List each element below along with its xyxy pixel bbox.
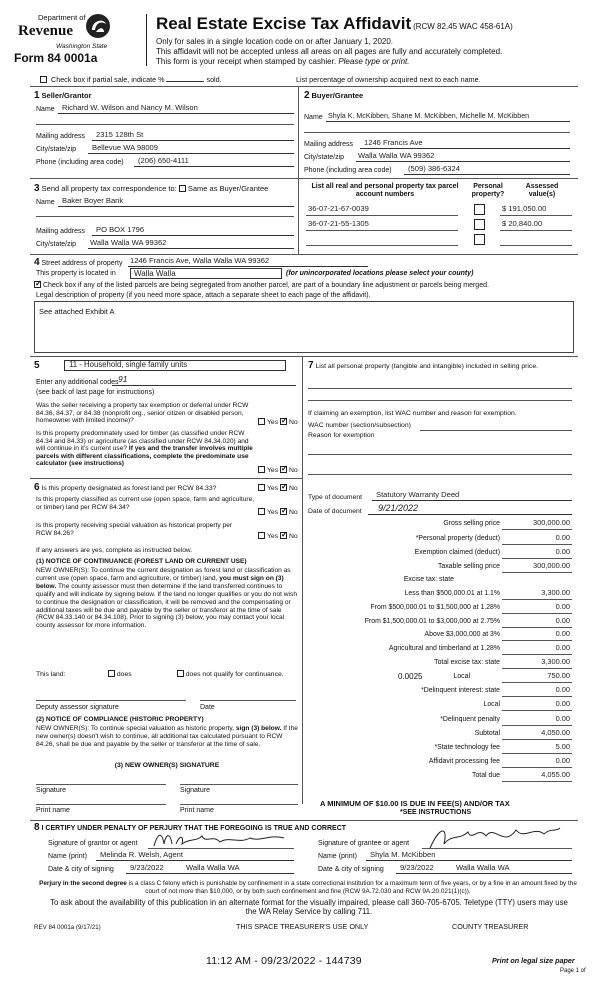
- tax-row-value[interactable]: 0.00: [555, 699, 570, 708]
- sec5-q2-text: Is this property predominately used for timber (as classified under RCW 84.34 and 84.33) or agriculture (as classified under RCW 84.34.020) and will continue in it's current use?: [36, 430, 249, 453]
- grantee-date-label: Date & city of signing: [318, 866, 384, 873]
- no-label: No: [288, 509, 298, 516]
- tax-row-label: Exemption claimed (deduct): [414, 549, 500, 556]
- notice1-b: you must sign on (3) below.: [36, 574, 284, 590]
- doc-type-label: Type of document: [308, 494, 363, 501]
- sec4-legal-label: Legal description of property (if you need more space, attach a separate sheet to each page of the affidavit).: [36, 292, 371, 299]
- rule-top: [30, 86, 578, 87]
- tax-row-label: Subtotal: [474, 730, 500, 737]
- notice2-c: If the new owner(s) doesn't wish to continue, all additional tax calculated pursuant to RCW 84.26, shall be due and payable by the seller or transferor at the time of sale.: [36, 725, 298, 748]
- rev-number: REV 84 0001a (9/17/21): [34, 924, 101, 931]
- forest-no-checkbox[interactable]: [280, 484, 287, 491]
- perjury-notice: [34, 880, 582, 895]
- form-title: Real Estate Excise Tax Affidavit: [156, 14, 412, 33]
- q1-yes-checkbox[interactable]: [258, 418, 265, 425]
- tax-row-label: *Personal property (deduct): [415, 535, 500, 542]
- historic-yes-checkbox[interactable]: [258, 532, 265, 539]
- sec3-mail[interactable]: PO BOX 1796: [96, 225, 145, 234]
- grantor-sig-label: Signature of grantor or agent: [48, 840, 138, 847]
- partial-sale-label: Check box if partial sale, indicate %: [51, 75, 165, 84]
- notice2-title: (2) NOTICE OF COMPLIANCE (HISTORIC PROPERTY): [36, 716, 204, 723]
- tax-row-label: Above $3,000,000 at 3%: [424, 631, 500, 638]
- parcel-row-line: [306, 230, 458, 231]
- sec4-county-value: Walla Walla: [134, 269, 176, 278]
- parcel-value[interactable]: $ 20,840.00: [502, 219, 543, 228]
- dept-of-text: Department of: [38, 13, 86, 22]
- buyer-mail-label: Mailing address: [304, 141, 354, 148]
- parcel-personal-checkbox[interactable]: [474, 219, 485, 230]
- parcel-personal-checkbox[interactable]: [474, 204, 485, 215]
- deputy-date-label: Date: [200, 704, 215, 711]
- tax-row-line: [502, 767, 572, 768]
- tax-row-value[interactable]: 0.00: [555, 756, 570, 765]
- tax-row-line: [502, 613, 572, 614]
- owner-print-line-2: [180, 804, 298, 805]
- header-line-3a: This form is your receipt when stamped by cashier.: [156, 57, 337, 66]
- sec3-extra-line: [36, 216, 294, 217]
- additional-codes-label: Enter any additional codes: [36, 379, 119, 386]
- see-instructions: *SEE INSTRUCTIONS: [400, 809, 472, 816]
- sec3-mail-label: Mailing address: [36, 228, 86, 235]
- grantee-sig-label: Signature of grantee or agent: [318, 840, 410, 847]
- sec6-num: 6: [34, 482, 40, 493]
- sec3-name[interactable]: Baker Boyer Bank: [62, 196, 124, 205]
- tax-row-label: From $1,500,000.01 to $3,000,000 at 2.75%: [364, 618, 500, 625]
- deputy-sig-label: Deputy assessor signature: [36, 704, 119, 711]
- sec5-q2-answers: [258, 466, 298, 475]
- use-code-field[interactable]: [64, 360, 286, 371]
- tax-row-label: *Delinquent penalty: [440, 716, 500, 723]
- grantee-name-label: Name (print): [318, 853, 357, 860]
- tax-row-line: [502, 654, 572, 655]
- sec6-q1-answers: [258, 484, 298, 493]
- seller-heading: [34, 90, 92, 102]
- header-line-2: This affidavit will not be accepted unless all areas on all pages are fully and accurately completed.: [156, 47, 503, 56]
- tax-row-label: Local: [483, 701, 500, 708]
- sec3-label: Send all property tax correspondence to:: [41, 184, 177, 193]
- sec7-text-row: [308, 360, 572, 372]
- no-label: No: [288, 485, 298, 492]
- seller-name-label: Name: [36, 106, 55, 113]
- parcels-header-assessed: Assessed value(s): [525, 183, 559, 199]
- parcels-header-numbers: List all real and personal property tax parcel account numbers: [311, 183, 459, 199]
- parcel-row-line: [306, 215, 458, 216]
- does-label: does: [116, 671, 132, 678]
- seller-name[interactable]: Richard W. Wilson and Nancy M. Wilson: [62, 103, 198, 112]
- receipt-stamp: 11:12 AM - 09/23/2022 - 144739: [206, 955, 362, 967]
- tax-row-value[interactable]: 4,050.00: [541, 728, 570, 737]
- sec6-q1-row: [34, 482, 216, 494]
- grantee-name[interactable]: Shyla M. McKibben: [370, 850, 436, 859]
- header-divider: [146, 14, 147, 66]
- forest-yes-checkbox[interactable]: [258, 484, 265, 491]
- notice1-a: NEW OWNER(S): To continue the current designation as forest land or classification as current use (open space, farm and agriculture, or timber) land,: [36, 567, 291, 582]
- yes-label: Yes: [267, 533, 279, 540]
- q2-yes-checkbox[interactable]: [258, 466, 265, 473]
- tax-row-line: [502, 753, 572, 754]
- sec5-q2-bold: If yes and the transfer involves multiple parcels with different classifications, complete the predominate use calculator (see instructions): [36, 445, 253, 468]
- additional-codes-note: (see back of last page for instructions): [36, 389, 155, 396]
- no-label: No: [288, 467, 298, 474]
- tax-row-value[interactable]: 0.00: [555, 714, 570, 723]
- header-line-3: [156, 57, 409, 66]
- sec4-segregated-row: [34, 281, 489, 290]
- header-line-1: Only for sales in a single location code on or after January 1, 2020.: [156, 37, 394, 46]
- tax-row-label: Local: [453, 673, 470, 680]
- sec4-num: 4: [34, 257, 40, 268]
- tax-row-value[interactable]: 3,300.00: [541, 588, 570, 597]
- parcel-value-line: [500, 230, 572, 231]
- buyer-heading-num: 2: [304, 90, 310, 101]
- sec7-text: List all personal property (tangible and intangible) included in selling price.: [315, 363, 538, 370]
- sec3-heading: [34, 183, 268, 195]
- form-title-row: [156, 14, 513, 34]
- tax-row-line: [502, 696, 572, 697]
- tax-row-label: Less than $500,000.01 at 1.1%: [404, 590, 500, 597]
- grantee-signature[interactable]: [424, 822, 564, 852]
- grantee-city[interactable]: Walla Walla WA: [456, 863, 510, 872]
- parcel-personal-checkbox[interactable]: [474, 234, 485, 245]
- parcels-header-personal: Personal property?: [471, 183, 505, 199]
- owner-sig-line-1: [36, 784, 166, 785]
- q2-no-checkbox[interactable]: [280, 466, 287, 473]
- sec5-q1: Was the seller receiving a property tax exemption or deferral under RCW 84.36, 84.37, or 84.38 (nonprofit org., senior citizen or disabled person, homeowner with limited income)?: [36, 402, 249, 425]
- perjury-bold: Perjury in the second degree: [39, 880, 127, 887]
- tax-row-line: [502, 739, 572, 740]
- doc-date-value[interactable]: 9/21/2022: [378, 503, 419, 513]
- sec6-q2: Is this property classified as current use (open space, farm and agriculture, or timber) land per RCW 84.34?: [36, 496, 255, 511]
- tax-row-label: Taxable selling price: [437, 563, 500, 570]
- does-checkbox[interactable]: [108, 670, 115, 677]
- grantor-city[interactable]: Walla Walla WA: [186, 863, 240, 872]
- segregated-checkbox[interactable]: [34, 281, 41, 288]
- tax-row-line: [502, 668, 572, 669]
- revenue-swirl-icon: [84, 12, 112, 40]
- buyer-heading: [304, 90, 363, 102]
- buyer-name[interactable]: Shyla K. McKibben, Shane M. McKibben, Michelle M. McKibben: [328, 112, 530, 120]
- partial-sale-checkbox[interactable]: [40, 76, 47, 83]
- sec4-street-label: Street address of property: [41, 260, 123, 267]
- seller-mail-label: Mailing address: [36, 133, 86, 140]
- grantor-date[interactable]: 9/23/2022: [130, 863, 164, 872]
- tax-row-value[interactable]: 0.00: [555, 547, 570, 556]
- rule-sec4: [30, 254, 578, 255]
- tax-row-label: Agricultural and timberland at 1.28%: [388, 645, 500, 652]
- page-number: Page 1 of: [560, 968, 586, 974]
- revenue-text: Revenue: [18, 23, 73, 39]
- buyer-extra-line: [304, 132, 570, 133]
- seller-phone[interactable]: (206) 650-4111: [138, 156, 189, 165]
- notice1-c: The county assessor must then determine if the land transferred continues to qualify and will indicate by signing below. If the land no longer qualifies or you do not wish to continue the designation or classification, it will be removed and the compensating or additional taxes will be due and payable by the seller or transferor at the time of sale (RCW 84.33.140 or 84.34.108). Prior to signing (3) below, you may contact your local county assessor for more information.: [36, 582, 297, 630]
- buyer-name-label: Name: [304, 114, 323, 121]
- grantor-name[interactable]: Melinda R. Welsh, Agent: [100, 850, 184, 859]
- tax-row-value[interactable]: 0.00: [555, 629, 570, 638]
- tax-row-label: Excise tax: state: [403, 576, 454, 583]
- reason-line-2: [308, 474, 572, 475]
- tax-row-label: *Delinquent interest: state: [421, 687, 500, 694]
- parcel-value-line: [500, 215, 572, 216]
- grantor-date-label: Date & city of signing: [48, 866, 114, 873]
- parcel-value-line: [500, 245, 572, 246]
- washington-state-text: Washington State: [56, 43, 108, 50]
- seller-city-label: City/state/zip: [36, 146, 77, 153]
- tax-row-line: [502, 682, 572, 683]
- same-as-buyer-label: Same as Buyer/Grantee: [187, 184, 269, 193]
- use-code-value: 11 - Household, single family units: [69, 360, 188, 369]
- certify-text: I CERTIFY UNDER PENALTY OF PERJURY THAT THE FOREGOING IS TRUE AND CORRECT: [41, 825, 347, 832]
- tax-row-line: [502, 544, 572, 545]
- yes-label: Yes: [267, 485, 279, 492]
- buyer-city[interactable]: Walla Walla WA 99362: [358, 151, 435, 160]
- col-divider-top: [298, 86, 299, 254]
- tax-row-label: Total excise tax: state: [434, 659, 500, 666]
- tax-row-label: From $500,000.01 to $1,500,000 at 1.28%: [370, 604, 500, 611]
- tax-row-line: [502, 599, 572, 600]
- seller-city[interactable]: Bellevue WA 98009: [92, 143, 158, 152]
- doc-type-value[interactable]: Statutory Warranty Deed: [376, 490, 460, 499]
- sec4-located-label: This property is located in: [36, 270, 116, 277]
- deputy-sig-line: [36, 700, 186, 701]
- doc-date-label: Date of document: [308, 508, 362, 515]
- tax-row-value[interactable]: 0.00: [555, 602, 570, 611]
- tax-row-line: [502, 529, 572, 530]
- owner-sig-label-1: Signature: [36, 787, 66, 794]
- same-as-buyer-checkbox[interactable]: [179, 185, 186, 192]
- wac-label: WAC number (section/subsection): [308, 422, 411, 429]
- sec6-q3-answers: [258, 532, 298, 541]
- seller-mail[interactable]: 2315 128th St: [96, 130, 144, 139]
- legal-description-box[interactable]: [34, 301, 574, 353]
- segregated-label: Check box if any of the listed parcels are being segregated from another parcel, are part of a boundary line adjustment or parcels being merged.: [43, 282, 489, 289]
- tax-row-line: [502, 558, 572, 559]
- reason-line-1: [308, 454, 572, 455]
- personal-property-line-2: [308, 400, 572, 401]
- historic-no-checkbox[interactable]: [280, 532, 287, 539]
- buyer-phone-label: Phone (including area code): [304, 167, 392, 174]
- seller-heading-num: 1: [34, 90, 40, 101]
- notice1-body: [36, 567, 298, 630]
- parcel-number[interactable]: 36-07-21-55-1305: [308, 219, 369, 228]
- ownership-note: List percentage of ownership acquired next to each name.: [296, 75, 481, 84]
- partial-sale-sold: sold.: [206, 75, 222, 84]
- sec6-if-yes: If any answers are yes, complete as instructed below.: [36, 547, 193, 554]
- tax-row-value[interactable]: 300,000.00: [533, 561, 570, 570]
- sec4-county-select[interactable]: [130, 268, 282, 279]
- tax-row-label: *State technology fee: [434, 744, 500, 751]
- minimum-due-note: A MINIMUM OF $10.00 IS DUE IN FEE(S) AND/OR TAX: [320, 799, 510, 808]
- owner-print-label-1: Print name: [36, 807, 70, 814]
- sec3-city-label: City/state/zip: [36, 241, 77, 248]
- print-legal-note: Print on legal size paper: [492, 956, 575, 965]
- this-land-row: [36, 670, 298, 679]
- tax-row-line: [502, 627, 572, 628]
- tax-row-value[interactable]: 0.00: [555, 685, 570, 694]
- wac-line: [420, 430, 572, 431]
- notice2-a: NEW OWNER(S): To continue special valuation as historic property,: [36, 725, 235, 732]
- current-use-no-checkbox[interactable]: [280, 508, 287, 515]
- sec3-num: 3: [34, 183, 40, 194]
- rule-sec3: [30, 178, 578, 179]
- notice1-title: (1) NOTICE OF CONTINUANCE (FOREST LAND OR CURRENT USE): [36, 558, 247, 565]
- partial-sale-row: [40, 76, 222, 84]
- tax-row-value[interactable]: 0.00: [555, 643, 570, 652]
- seller-heading-label: Seller/Grantor: [41, 91, 92, 100]
- no-label: No: [288, 533, 298, 540]
- tax-row-value[interactable]: 5.00: [555, 742, 570, 751]
- buyer-phone[interactable]: (509) 386-6324: [408, 164, 460, 173]
- tax-row-line: [502, 710, 572, 711]
- q1-no-checkbox[interactable]: [280, 418, 287, 425]
- parcel-value[interactable]: $ 191,050.00: [502, 204, 547, 213]
- sec3-city[interactable]: Walla Walla WA 99362: [90, 238, 167, 247]
- sec4-street[interactable]: 1246 Francis Ave, Walla Walla WA 99362: [130, 256, 270, 265]
- owner-print-label-2: Print name: [180, 807, 214, 814]
- tax-row-value[interactable]: 750.00: [547, 671, 570, 680]
- form-title-ref: (RCW 82.45 WAC 458-61A): [413, 22, 513, 31]
- local-rate[interactable]: 0.0025: [398, 672, 423, 681]
- dor-logo: [10, 12, 132, 68]
- tax-row-line: [502, 725, 572, 726]
- tax-row-line: [502, 781, 572, 782]
- sec3-name-label: Name: [36, 199, 55, 206]
- sec5-q1-answers: [258, 418, 298, 427]
- sec6-q3: Is this property receiving special valuation as historical property per RCW 84.26?: [36, 522, 233, 537]
- buyer-mail[interactable]: 1246 Francis Ave: [364, 138, 423, 147]
- yes-label: Yes: [267, 419, 279, 426]
- county-treasurer: COUNTY TREASURER: [452, 922, 529, 931]
- tax-row-value[interactable]: 3,300.00: [541, 657, 570, 666]
- tax-row-value[interactable]: 0.00: [555, 533, 570, 542]
- does-not-checkbox[interactable]: [177, 670, 184, 677]
- legal-description-text: See attached Exhibit A: [39, 307, 115, 316]
- grantor-name-label: Name (print): [48, 853, 87, 860]
- no-label: No: [288, 419, 298, 426]
- treasurer-only: THIS SPACE TREASURER'S USE ONLY: [236, 922, 369, 931]
- alt-format-notice: To ask about the availability of this publication in an alternate format for the visually impaired, please call 360-705-6705. Teletype (TTY) users may use the WA Relay Service by calling 711.: [50, 898, 568, 916]
- yes-label: Yes: [267, 467, 279, 474]
- seller-extra-line: [36, 124, 294, 125]
- this-land-label: This land:: [36, 671, 66, 678]
- sec8-num: 8: [34, 822, 40, 833]
- tax-row-label: Affidavit processing fee: [428, 758, 500, 765]
- sec5-q2: [36, 430, 258, 468]
- col-divider-lower: [302, 356, 303, 804]
- tax-row-line: [502, 572, 572, 573]
- perjury-text: is a class C felony which is punishable by confinement in a state correctional institution for a maximum term of five years, or by a fine in an amount fixed by the court of not more than $10,000, or by both such confinement and fine (RCW 9A.72.030 and RCW 9A.20.021(1)(c)).: [128, 880, 577, 895]
- header-line-3b: Please type or print.: [338, 57, 410, 66]
- grantee-date[interactable]: 9/23/2022: [400, 863, 434, 872]
- seller-phone-label: Phone (including area code): [36, 159, 124, 166]
- current-use-yes-checkbox[interactable]: [258, 508, 265, 515]
- sec5-num: 5: [34, 360, 40, 371]
- new-owner-sig-title: (3) NEW OWNER(S) SIGNATURE: [114, 762, 220, 769]
- parcel-number[interactable]: 36-07-21-67-0039: [308, 204, 369, 213]
- parcel-row-line: [306, 245, 458, 246]
- sec4-located-note: (for unincorporated locations please select your county): [286, 270, 474, 277]
- tax-row-value[interactable]: 0.00: [555, 616, 570, 625]
- additional-codes-value[interactable]: 91: [118, 374, 128, 384]
- sec7-num: 7: [308, 360, 314, 371]
- buyer-city-label: City/state/zip: [304, 154, 345, 161]
- buyer-heading-label: Buyer/Grantee: [311, 91, 364, 100]
- does-not-label: does not qualify for continuance.: [185, 671, 284, 678]
- owner-sig-line-2: [180, 784, 298, 785]
- deputy-date-line: [200, 700, 296, 701]
- tax-row-value[interactable]: 300,000.00: [533, 518, 570, 527]
- notice2-b: sign (3) below.: [235, 725, 282, 732]
- form-number: Form 84 0001a: [14, 51, 98, 65]
- tax-row-line: [502, 640, 572, 641]
- notice2-body: [36, 725, 298, 749]
- sec6-q1: Is this property designated as forest land per RCW 84.33?: [41, 485, 217, 492]
- exemption-note: If claiming an exemption, list WAC number and reason for exemption.: [308, 410, 517, 417]
- rule-sec6: [30, 478, 302, 479]
- rule-sec5: [30, 356, 578, 357]
- yes-label: Yes: [267, 509, 279, 516]
- sec6-q2-answers: [258, 508, 298, 517]
- reason-label: Reason for exemption: [308, 432, 375, 439]
- additional-codes-line: [112, 376, 296, 386]
- personal-property-line-1: [308, 388, 572, 389]
- tax-row-label: Gross selling price: [443, 520, 500, 527]
- sec4-street-row: [34, 257, 122, 269]
- owner-print-line-1: [36, 804, 166, 805]
- grantor-signature[interactable]: [150, 828, 290, 850]
- tax-row-label: Total due: [472, 772, 500, 779]
- rule-sec8: [30, 820, 578, 821]
- owner-sig-label-2: Signature: [180, 787, 210, 794]
- tax-row-value[interactable]: 4,055.00: [541, 770, 570, 779]
